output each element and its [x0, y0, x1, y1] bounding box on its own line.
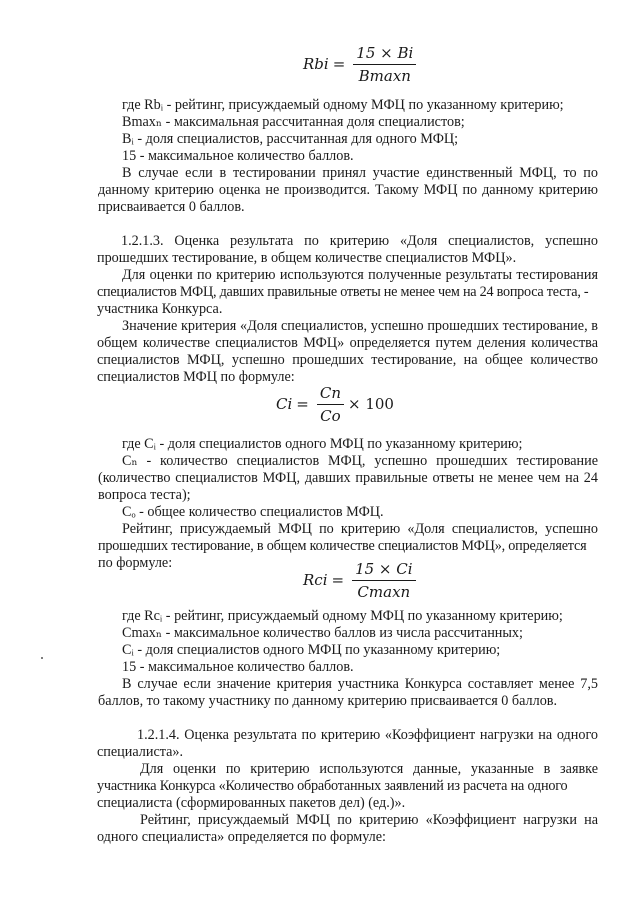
formula-ci: Ci = $\frac{Cn}{Co}$ × 100: [276, 384, 394, 425]
text-line: прошедших тестирование, в общем количестве специалистов МФЦ».: [97, 250, 517, 266]
section-heading-1213: 1.2.1.3. Оценка результата по критерию «Доля специалистов, успешно: [121, 233, 598, 249]
text-line: Cₙ - количество специалистов МФЦ, успешно прошедших тестирование: [122, 453, 598, 469]
text-line: В случае если значение критерия участника Конкурса составляет менее 7,5: [122, 676, 598, 692]
text-line: по формуле:: [98, 555, 173, 571]
text-line: специалиста (сформированных пакетов дел) (ед.)».: [97, 795, 406, 811]
formula-rci-denominator: Cmaxn: [357, 583, 411, 601]
text-line: где Cᵢ - доля специалистов одного МФЦ по указанному критерию;: [122, 436, 523, 452]
formula-ci-denominator: Co: [320, 407, 341, 425]
text-line: Cᵢ - доля специалистов одного МФЦ по указанному критерию;: [122, 642, 501, 658]
formula-rbi-lhs: Rbi: [303, 54, 329, 73]
text-line: общем количестве специалистов МФЦ» определяется путем деления количества: [97, 335, 598, 351]
text-line: Bᵢ - доля специалистов, рассчитанная для одного МФЦ;: [122, 131, 459, 147]
text-line: специалиста».: [97, 744, 184, 760]
formula-rbi: Rbi = $\frac{15 \times Bi}{Bmaxn}$: [303, 44, 420, 85]
formula-rbi-fraction: [353, 44, 416, 85]
formula-rci-lhs: Rci: [303, 570, 328, 589]
text-line: Bmaxₙ - максимальная рассчитанная доля специалистов;: [122, 114, 465, 130]
formula-ci-fraction: [317, 384, 344, 425]
formula-ci-multiplier: × 100: [348, 394, 394, 413]
text-line: где Rbᵢ - рейтинг, присуждаемый одному МФЦ по указанному критерию;: [122, 97, 564, 113]
text-line: Для оценки по критерию используются данные, указанные в заявке: [140, 761, 598, 777]
text-line: одного специалиста» определяется по формуле:: [97, 829, 386, 845]
text-line: Cmaxₙ - максимальное количество баллов из числа рассчитанных;: [122, 625, 523, 641]
text-line: Рейтинг, присуждаемый МФЦ по критерию «Доля специалистов, успешно: [122, 521, 598, 537]
text-line: специалистов МФЦ, успешно прошедших тестирование, на общее количество: [97, 352, 598, 368]
formula-rbi-numerator: 15 × Bi: [353, 44, 416, 65]
text-line: специалистов МФЦ, давших правильные ответы не менее чем на 24 вопроса теста, -: [97, 284, 589, 300]
text-line: данному критерию оценка не производится. Такому МФЦ по данному критерию: [98, 182, 598, 198]
scan-speck: [41, 657, 43, 659]
text-line: 15 - максимальное количество баллов.: [122, 659, 354, 675]
text-line: Для оценки по критерию используются полученные результаты тестирования: [122, 267, 598, 283]
formula-rci-numerator: 15 × Ci: [352, 560, 415, 581]
text-line: (количество специалистов МФЦ, давших правильные ответы не менее чем на 24: [98, 470, 598, 486]
text-line: где Rcᵢ - рейтинг, присуждаемый одному МФЦ по указанному критерию;: [122, 608, 563, 624]
text-line: участника Конкурса «Количество обработанных заявлений из расчета на одного: [97, 778, 568, 794]
text-line: В случае если в тестировании принял участие единственный МФЦ, то по: [122, 165, 598, 181]
formula-rbi-denominator: Bmaxn: [358, 67, 411, 85]
text-line: участника Конкурса.: [97, 301, 223, 317]
text-line: специалистов МФЦ по формуле:: [97, 369, 295, 385]
text-line: вопроса теста);: [98, 487, 191, 503]
formula-rci: Rci = $\frac{15 \times Ci}{Cmaxn}$: [303, 560, 420, 601]
text-line: Cₒ - общее количество специалистов МФЦ.: [122, 504, 384, 520]
formula-ci-lhs: Ci: [276, 394, 293, 413]
text-line: Значение критерия «Доля специалистов, успешно прошедших тестирование, в: [122, 318, 598, 334]
text-line: прошедших тестирование, в общем количестве специалистов МФЦ», определяется: [98, 538, 587, 554]
formula-ci-numerator: Cn: [317, 384, 344, 405]
formula-rci-fraction: [352, 560, 415, 601]
section-heading-1214: 1.2.1.4. Оценка результата по критерию «Коэффициент нагрузки на одного: [137, 727, 598, 743]
text-line: присваивается 0 баллов.: [98, 199, 245, 215]
text-line: Рейтинг, присуждаемый МФЦ по критерию «Коэффициент нагрузки на: [140, 812, 598, 828]
text-line: 15 - максимальное количество баллов.: [122, 148, 354, 164]
text-line: баллов, то такому участнику по данному критерию присваивается 0 баллов.: [98, 693, 558, 709]
